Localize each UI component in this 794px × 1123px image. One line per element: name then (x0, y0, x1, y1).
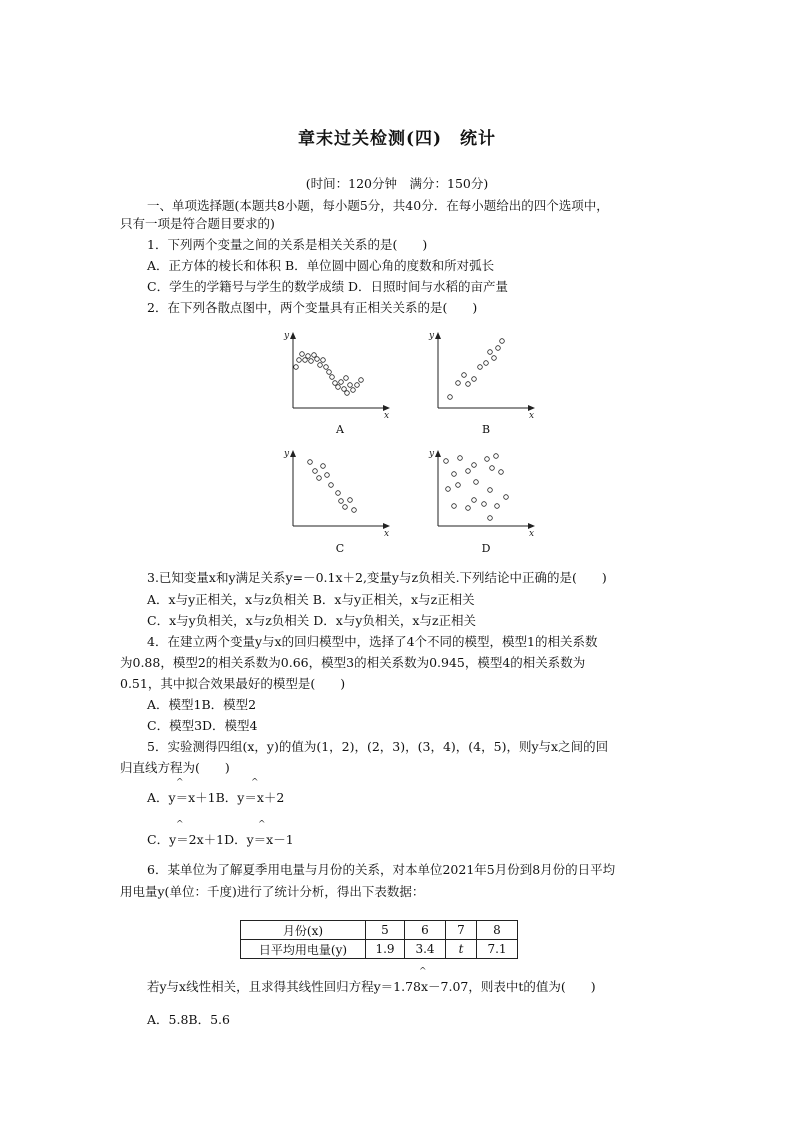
q4-options-ab: A．模型1B．模型2 (147, 697, 257, 712)
scatter-plot-c (283, 448, 393, 539)
table-row (241, 940, 518, 959)
svg-text:x: x (384, 411, 390, 421)
section1-line1: 一、单项选择题(本题共8小题，每小题5分，共40分．在每小题给出的四个选项中， (147, 198, 609, 213)
svg-text:y: y (429, 449, 435, 459)
q1-options-cd: C．学生的学籍号与学生的数学成绩 D．日照时间与水稻的亩产量 (147, 279, 509, 294)
q1-options-ab: A．正方体的棱长和体积 B．单位圆中圆心角的度数和所对弧长 (147, 258, 495, 273)
scatter-plot-a (283, 330, 393, 421)
q5-line1: 5．实验测得四组(x，y)的值为(1，2)，(2，3)，(3，4)，(4，5)，则y与x之间的回 (147, 739, 609, 754)
scatter-plot-d (428, 448, 538, 539)
table-row (241, 921, 518, 940)
q3-options-ab: A．x与y正相关，x与z负相关 B．x与y正相关，x与z正相关 (147, 592, 475, 607)
svg-text:y: y (284, 449, 290, 459)
subtitle: (时间：120分钟 满分：150分) (305, 176, 489, 191)
section1-line2: 只有一项是符合题目要求的) (120, 216, 275, 231)
q3-options-cd: C．x与y负相关，x与z负相关 D．x与y负相关，x与z正相关 (147, 613, 477, 628)
svg-text:x: x (384, 529, 390, 539)
table-cell: 6 (405, 921, 446, 940)
scatter-plot-b (428, 330, 538, 421)
data-table (240, 920, 518, 959)
plot-label-c: C (335, 542, 345, 555)
plot-label-b: B (481, 423, 491, 436)
q4-line2: 为0.88，模型2的相关系数为0.66，模型3的相关系数为0.945，模型4的相关系数为 (120, 655, 586, 670)
q4-options-cd: C．模型3D．模型4 (147, 718, 258, 733)
table-cell: 8 (477, 921, 518, 940)
hat-mark: ^ (258, 820, 266, 830)
page-title: 章末过关检测(四) 统计 (297, 129, 497, 149)
q4-line3: 0.51，其中拟合效果最好的模型是( ) (120, 676, 346, 691)
q1-stem: 1．下列两个变量之间的关系是相关关系的是( ) (147, 237, 428, 252)
table-cell: t (446, 940, 477, 959)
q2-stem: 2．在下列各散点图中，两个变量具有正相关关系的是( ) (147, 300, 478, 315)
q6-after-table: 若y与x线性相关，且求得其线性回归方程y＝1.78x－7.07，则表中t的值为( ) (147, 979, 596, 994)
table-cell: 1.9 (366, 940, 405, 959)
q4-line1: 4．在建立两个变量y与x的回归模型中，选择了4个不同的模型，模型1的相关系数 (147, 634, 598, 649)
q5-options-ab: A．y＝x＋1B．y＝x＋2 (147, 790, 285, 805)
q6-line1: 6．某单位为了解夏季用电量与月份的关系，对本单位2021年5月份到8月份的日平均 (147, 862, 616, 877)
hat-mark: ^ (251, 778, 259, 788)
plot-label-d: D (481, 542, 491, 555)
table-cell: 日平均用电量(y) (241, 940, 366, 959)
plot-label-a: A (336, 423, 344, 436)
hat-mark: ^ (419, 967, 427, 977)
q3-stem: 3.已知变量x和y满足关系y=－0.1x＋2,变量y与z负相关.下列结论中正确的是( ) (147, 570, 607, 585)
q5-line2: 归直线方程为( ) (120, 760, 230, 775)
table-cell: 7 (446, 921, 477, 940)
table-cell: 7.1 (477, 940, 518, 959)
q6-options-ab: A．5.8B．5.6 (147, 1012, 230, 1027)
hat-mark: ^ (176, 778, 184, 788)
svg-text:y: y (284, 331, 290, 341)
table-cell: 5 (366, 921, 405, 940)
svg-text:x: x (529, 529, 535, 539)
q6-line2: 用电量y(单位：千度)进行了统计分析，得出下表数据： (120, 884, 425, 899)
hat-mark: ^ (176, 820, 184, 830)
svg-text:y: y (429, 331, 435, 341)
table-cell: 3.4 (405, 940, 446, 959)
svg-text:x: x (529, 411, 535, 421)
q5-options-cd: C．y＝2x＋1D．y＝x－1 (147, 832, 294, 847)
table-cell: 月份(x) (241, 921, 366, 940)
